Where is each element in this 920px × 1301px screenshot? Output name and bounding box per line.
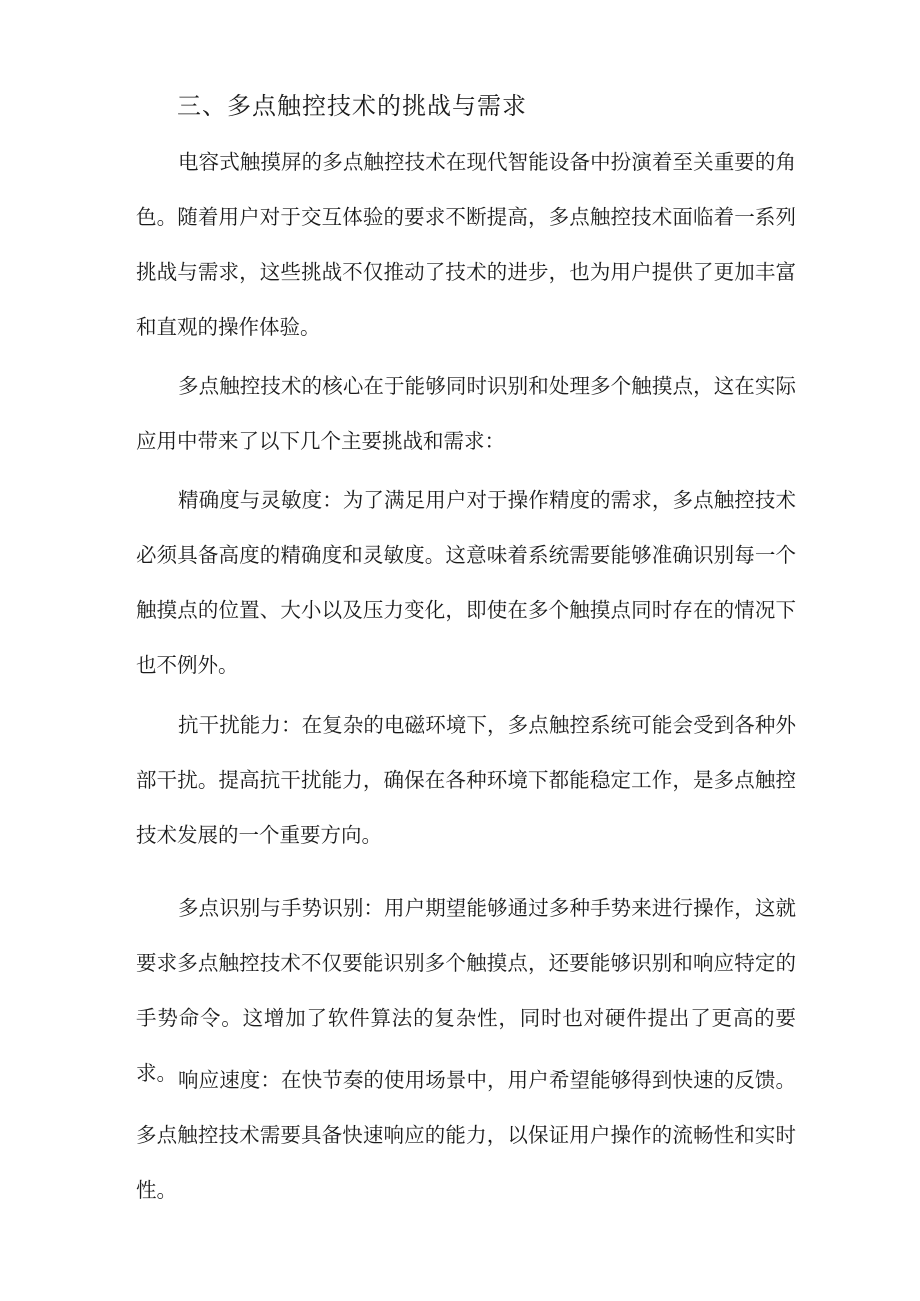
paragraph-anti-interference: 抗干扰能力：在复杂的电磁环境下，多点触控系统可能会受到各种外部干扰。提高抗干扰能力，确保在各种环境下都能稳定工作，是多点触控技术发展的一个重要方向。 (136, 713, 796, 847)
paragraph-intro: 电容式触摸屏的多点触控技术在现代智能设备中扮演着至关重要的角色。随着用户对于交互体验的要求不断提高，多点触控技术面临着一系列挑战与需求，这些挑战不仅推动了技术的进步，也为用户提供了更加丰富和直观的操作体验。 (136, 150, 796, 339)
paragraph-response-speed: 响应速度：在快节奏的使用场景中，用户希望能够得到快速的反馈。多点触控技术需要具备快速响应的能力，以保证用户操作的流畅性和实时性。 (136, 1068, 796, 1202)
paragraph-core: 多点触控技术的核心在于能够同时识别和处理多个触摸点，这在实际应用中带来了以下几个主要挑战和需求： (136, 374, 796, 453)
paragraph-gesture-recognition: 多点识别与手势识别：用户期望能够通过多种手势来进行操作，这就要求多点触控技术不仅要能识别多个触摸点，还要能够识别和响应特定的手势命令。这增加了软件算法的复杂性，同时也对硬件提出了更高的要求。 (136, 896, 796, 1085)
section-heading: 三、多点触控技术的挑战与需求 (177, 92, 527, 120)
paragraph-precision: 精确度与灵敏度：为了满足用户对于操作精度的需求，多点触控技术必须具备高度的精确度和灵敏度。这意味着系统需要能够准确识别每一个触摸点的位置、大小以及压力变化，即使在多个触摸点同时存在的情况下也不例外。 (136, 488, 796, 677)
